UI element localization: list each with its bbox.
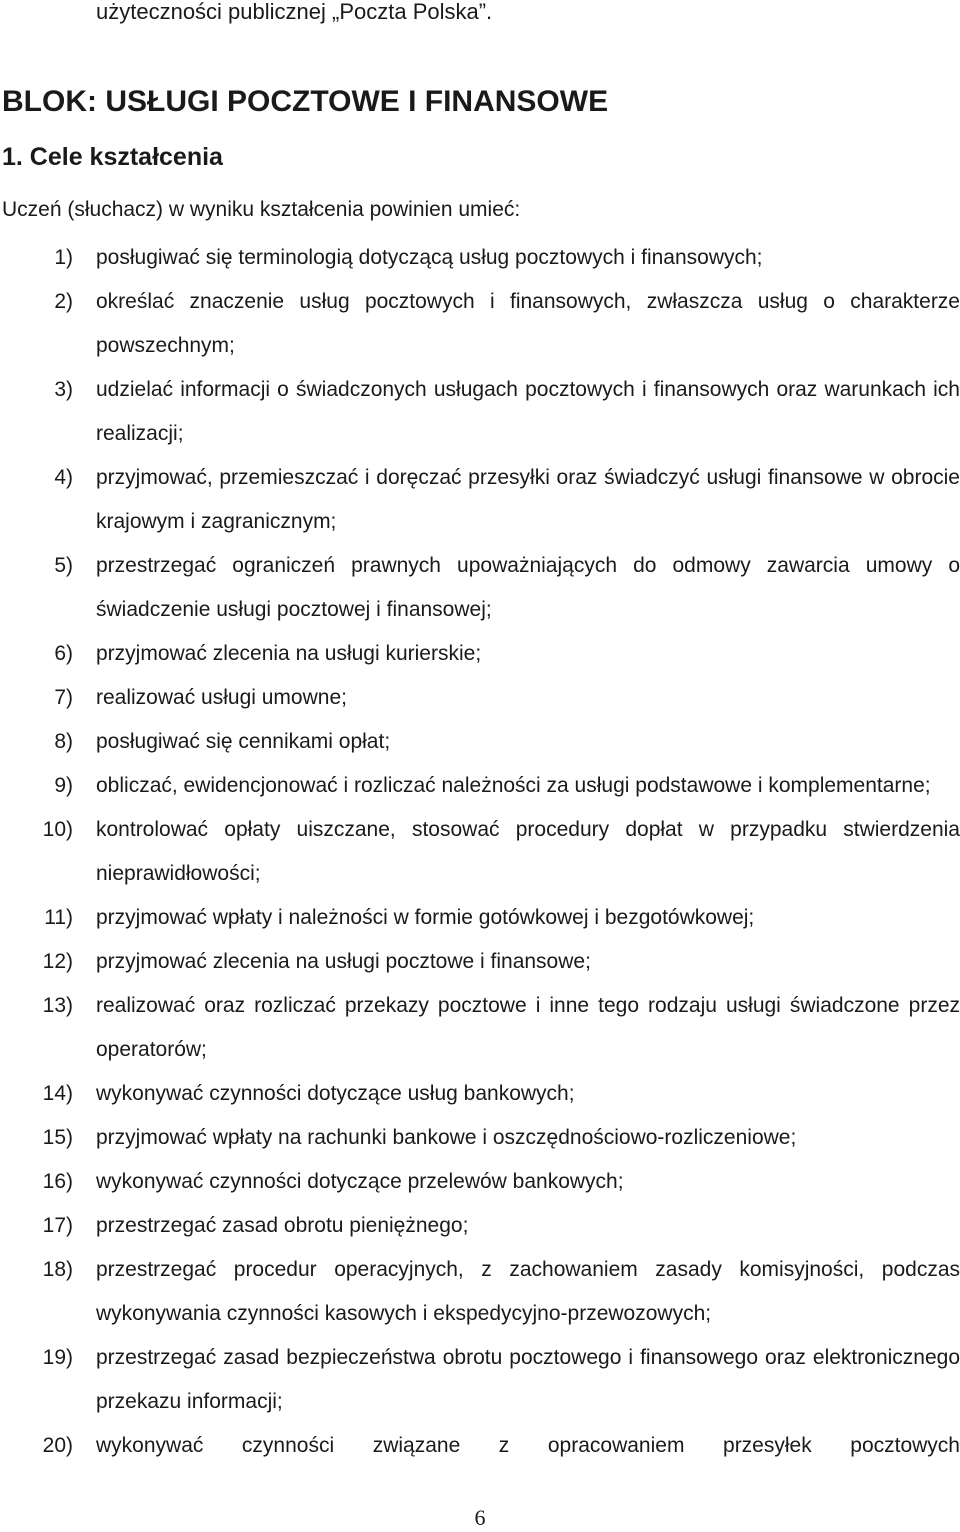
list-item-number: 10) <box>42 818 73 841</box>
list-item-number: 12) <box>42 950 73 973</box>
list-item <box>0 764 960 808</box>
list-item-text: przestrzegać procedur operacyjnych, z zachowaniem zasady komisyjności, podczas wykonywania czynności kasowych i ekspedycyjno-przewozowych; <box>96 1258 960 1325</box>
list-item-number: 13) <box>42 994 73 1017</box>
list-item-number: 2) <box>54 290 73 313</box>
list-item <box>0 1336 960 1424</box>
list-item-text: posługiwać się cennikami opłat; <box>96 730 391 753</box>
list-item <box>0 632 960 676</box>
list-item-text: kontrolować opłaty uiszczane, stosować procedury dopłat w przypadku stwierdzenia nieprawidłowości; <box>96 818 960 885</box>
list-item-text: wykonywać czynności dotyczące usług bankowych; <box>96 1082 575 1105</box>
list-item-number: 18) <box>42 1258 73 1281</box>
list-item-number: 14) <box>42 1082 73 1105</box>
list-item-number: 19) <box>42 1346 73 1369</box>
section-heading: 1. Cele kształcenia <box>2 143 223 171</box>
list-item <box>0 1248 960 1336</box>
list-item-text: realizować usługi umowne; <box>96 686 347 709</box>
list-item-number: 4) <box>54 466 73 489</box>
list-item <box>0 236 960 280</box>
list-item-number: 3) <box>54 378 73 401</box>
list-item <box>0 1072 960 1116</box>
list-item <box>0 1424 960 1468</box>
list-item-text: realizować oraz rozliczać przekazy pocztowe i inne tego rodzaju usługi świadczone przez operatorów; <box>96 994 960 1061</box>
list-item-text: przestrzegać zasad bezpieczeństwa obrotu pocztowego i finansowego oraz elektronicznego przekazu informacji; <box>96 1346 960 1413</box>
list-item <box>0 280 960 368</box>
list-item-text: posługiwać się terminologią dotyczącą usług pocztowych i finansowych; <box>96 246 763 269</box>
list-item-text: przyjmować, przemieszczać i doręczać przesyłki oraz świadczyć usługi finansowe w obrocie krajowym i zagranicznym; <box>96 466 960 533</box>
list-item-text: przestrzegać zasad obrotu pieniężnego; <box>96 1214 469 1237</box>
list-item <box>0 456 960 544</box>
list-item-number: 9) <box>54 774 73 797</box>
list-item-text: przestrzegać ograniczeń prawnych upoważniających do odmowy zawarcia umowy o świadczenie usługi pocztowej i finansowej; <box>96 554 960 621</box>
list-item-text: wykonywać czynności związane z opracowaniem przesyłek pocztowych <box>96 1434 960 1457</box>
list-item-number: 17) <box>42 1214 73 1237</box>
list-item-text: przyjmować zlecenia na usługi kurierskie; <box>96 642 482 665</box>
list-item-number: 7) <box>54 686 73 709</box>
list-item-number: 16) <box>42 1170 73 1193</box>
block-heading: BLOK: USŁUGI POCZTOWE I FINANSOWE <box>2 85 609 118</box>
list-item <box>0 1160 960 1204</box>
list-item <box>0 720 960 764</box>
list-item <box>0 896 960 940</box>
list-item <box>0 808 960 896</box>
list-item-number: 15) <box>42 1126 73 1149</box>
lead-sentence: Uczeń (słuchacz) w wyniku kształcenia powinien umieć: <box>2 198 521 221</box>
list-item <box>0 544 960 632</box>
list-item <box>0 1204 960 1248</box>
list-item-text: przyjmować zlecenia na usługi pocztowe i finansowe; <box>96 950 591 973</box>
page-number: 6 <box>474 1505 486 1530</box>
list-item-text: określać znaczenie usług pocztowych i finansowych, zwłaszcza usług o charakterze powszechnym; <box>96 290 960 357</box>
list-item-text: udzielać informacji o świadczonych usługach pocztowych i finansowych oraz warunkach ich realizacji; <box>96 378 960 445</box>
list-item-number: 6) <box>54 642 73 665</box>
list-item <box>0 1116 960 1160</box>
list-item-text: obliczać, ewidencjonować i rozliczać należności za usługi podstawowe i komplementarne; <box>96 774 931 797</box>
list-item-number: 20) <box>42 1434 73 1457</box>
list-item-number: 8) <box>54 730 73 753</box>
list-item <box>0 940 960 984</box>
list-item-number: 11) <box>44 906 73 929</box>
list-item-text: przyjmować wpłaty i należności w formie gotówkowej i bezgotówkowej; <box>96 906 755 929</box>
list-item <box>0 368 960 456</box>
list-item-text: przyjmować wpłaty na rachunki bankowe i oszczędnościowo-rozliczeniowe; <box>96 1126 797 1149</box>
list-item-number: 1) <box>54 246 73 269</box>
learning-goals-list <box>0 236 960 1468</box>
list-item-text: wykonywać czynności dotyczące przelewów bankowych; <box>96 1170 624 1193</box>
list-item <box>0 676 960 720</box>
list-item-number: 5) <box>54 554 73 577</box>
intro-line: użyteczności publicznej „Poczta Polska”. <box>96 0 493 24</box>
list-item <box>0 984 960 1072</box>
